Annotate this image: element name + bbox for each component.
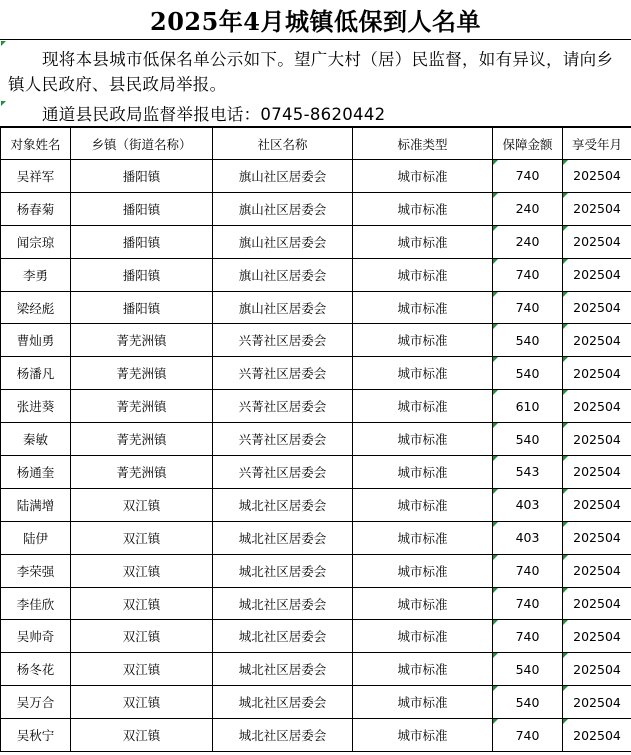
cell-name: 闻宗琼 xyxy=(1,225,71,258)
cell-town: 播阳镇 xyxy=(71,160,213,193)
cell-month: 202504 xyxy=(563,357,631,390)
roster-table xyxy=(0,127,631,752)
cell-amount: 740 xyxy=(493,554,563,587)
notice-text: 现将本县城市低保名单公示如下。望广大村（居）民监督，如有异议，请向乡镇人民政府、县民政局举报。 xyxy=(8,50,614,94)
cell-amount: 540 xyxy=(493,324,563,357)
cell-town: 双江镇 xyxy=(71,554,213,587)
column-header-month: 享受年月 xyxy=(563,128,631,160)
cell-community: 城北社区居委会 xyxy=(213,521,353,554)
column-header-community: 社区名称 xyxy=(213,128,353,160)
cell-amount: 240 xyxy=(493,225,563,258)
table-row xyxy=(1,521,631,554)
cell-name: 杨潘凡 xyxy=(1,357,71,390)
cell-amount: 740 xyxy=(493,587,563,620)
cell-type: 城市标准 xyxy=(353,390,493,423)
cell-amount: 740 xyxy=(493,160,563,193)
cell-amount: 540 xyxy=(493,357,563,390)
cell-amount: 740 xyxy=(493,258,563,291)
cell-month: 202504 xyxy=(563,488,631,521)
table-row xyxy=(1,554,631,587)
table-row xyxy=(1,258,631,291)
cell-town: 双江镇 xyxy=(71,719,213,752)
cell-community: 旗山社区居委会 xyxy=(213,192,353,225)
table-row xyxy=(1,587,631,620)
cell-type: 城市标准 xyxy=(353,719,493,752)
cell-community: 城北社区居委会 xyxy=(213,719,353,752)
cell-type: 城市标准 xyxy=(353,686,493,719)
cell-town: 双江镇 xyxy=(71,521,213,554)
cell-month: 202504 xyxy=(563,390,631,423)
cell-month: 202504 xyxy=(563,423,631,456)
table-row xyxy=(1,653,631,686)
column-header-name: 对象姓名 xyxy=(1,128,71,160)
cell-community: 旗山社区居委会 xyxy=(213,258,353,291)
cell-amount: 740 xyxy=(493,719,563,752)
cell-name: 李勇 xyxy=(1,258,71,291)
cell-type: 城市标准 xyxy=(353,521,493,554)
cell-town: 菁芜洲镇 xyxy=(71,357,213,390)
cell-town: 播阳镇 xyxy=(71,291,213,324)
cell-community: 兴菁社区居委会 xyxy=(213,324,353,357)
table-row xyxy=(1,291,631,324)
cell-community: 旗山社区居委会 xyxy=(213,225,353,258)
cell-month: 202504 xyxy=(563,719,631,752)
cell-community: 兴菁社区居委会 xyxy=(213,390,353,423)
table-row xyxy=(1,488,631,521)
cell-month: 202504 xyxy=(563,653,631,686)
cell-month: 202504 xyxy=(563,587,631,620)
cell-town: 播阳镇 xyxy=(71,225,213,258)
cell-amount: 740 xyxy=(493,620,563,653)
cell-town: 菁芜洲镇 xyxy=(71,324,213,357)
cell-month: 202504 xyxy=(563,324,631,357)
cell-type: 城市标准 xyxy=(353,357,493,390)
cell-name: 梁经彪 xyxy=(1,291,71,324)
cell-community: 城北社区居委会 xyxy=(213,587,353,620)
table-row xyxy=(1,390,631,423)
cell-community: 城北社区居委会 xyxy=(213,554,353,587)
cell-community: 城北社区居委会 xyxy=(213,686,353,719)
cell-name: 吴万合 xyxy=(1,686,71,719)
cell-name: 吴祥军 xyxy=(1,160,71,193)
cell-name: 李荣强 xyxy=(1,554,71,587)
column-header-type: 标准类型 xyxy=(353,128,493,160)
cell-month: 202504 xyxy=(563,258,631,291)
cell-town: 播阳镇 xyxy=(71,192,213,225)
cell-month: 202504 xyxy=(563,521,631,554)
cell-type: 城市标准 xyxy=(353,291,493,324)
table-row xyxy=(1,225,631,258)
cell-amount: 240 xyxy=(493,192,563,225)
cell-month: 202504 xyxy=(563,620,631,653)
cell-community: 城北社区居委会 xyxy=(213,620,353,653)
cell-amount: 543 xyxy=(493,456,563,489)
cell-type: 城市标准 xyxy=(353,653,493,686)
cell-amount: 403 xyxy=(493,521,563,554)
cell-type: 城市标准 xyxy=(353,258,493,291)
cell-town: 菁芜洲镇 xyxy=(71,423,213,456)
cell-type: 城市标准 xyxy=(353,192,493,225)
cell-name: 杨冬花 xyxy=(1,653,71,686)
table-header-row xyxy=(1,128,631,160)
cell-type: 城市标准 xyxy=(353,456,493,489)
table-row xyxy=(1,456,631,489)
cell-month: 202504 xyxy=(563,291,631,324)
cell-community: 兴菁社区居委会 xyxy=(213,456,353,489)
table-row xyxy=(1,324,631,357)
column-header-town: 乡镇（街道名称） xyxy=(71,128,213,160)
cell-community: 兴菁社区居委会 xyxy=(213,423,353,456)
cell-name: 陆伊 xyxy=(1,521,71,554)
table-row xyxy=(1,160,631,193)
table-row xyxy=(1,192,631,225)
cell-town: 双江镇 xyxy=(71,653,213,686)
cell-town: 双江镇 xyxy=(71,587,213,620)
cell-type: 城市标准 xyxy=(353,160,493,193)
cell-month: 202504 xyxy=(563,554,631,587)
table-row xyxy=(1,686,631,719)
cell-community: 旗山社区居委会 xyxy=(213,160,353,193)
cell-type: 城市标准 xyxy=(353,554,493,587)
table-row xyxy=(1,620,631,653)
cell-amount: 540 xyxy=(493,653,563,686)
cell-type: 城市标准 xyxy=(353,423,493,456)
cell-name: 秦敏 xyxy=(1,423,71,456)
cell-amount: 403 xyxy=(493,488,563,521)
cell-name: 吴帅奇 xyxy=(1,620,71,653)
cell-month: 202504 xyxy=(563,456,631,489)
cell-community: 城北社区居委会 xyxy=(213,488,353,521)
cell-name: 曹灿勇 xyxy=(1,324,71,357)
cell-month: 202504 xyxy=(563,225,631,258)
cell-town: 双江镇 xyxy=(71,488,213,521)
cell-name: 杨通奎 xyxy=(1,456,71,489)
cell-amount: 740 xyxy=(493,291,563,324)
table-row xyxy=(1,423,631,456)
cell-amount: 540 xyxy=(493,423,563,456)
table-row xyxy=(1,719,631,752)
cell-amount: 610 xyxy=(493,390,563,423)
cell-town: 菁芜洲镇 xyxy=(71,390,213,423)
cell-type: 城市标准 xyxy=(353,324,493,357)
cell-town: 菁芜洲镇 xyxy=(71,456,213,489)
cell-community: 城北社区居委会 xyxy=(213,653,353,686)
cell-amount: 540 xyxy=(493,686,563,719)
table-row xyxy=(1,357,631,390)
cell-name: 杨春菊 xyxy=(1,192,71,225)
cell-town: 播阳镇 xyxy=(71,258,213,291)
column-header-amount: 保障金额 xyxy=(493,128,563,160)
page-title: 2025年4月城镇低保到人名单 xyxy=(0,0,631,40)
cell-name: 张进葵 xyxy=(1,390,71,423)
cell-type: 城市标准 xyxy=(353,587,493,620)
cell-town: 双江镇 xyxy=(71,620,213,653)
cell-month: 202504 xyxy=(563,192,631,225)
cell-type: 城市标准 xyxy=(353,620,493,653)
cell-month: 202504 xyxy=(563,686,631,719)
cell-type: 城市标准 xyxy=(353,488,493,521)
cell-community: 旗山社区居委会 xyxy=(213,291,353,324)
cell-name: 吴秋宁 xyxy=(1,719,71,752)
cell-community: 兴菁社区居委会 xyxy=(213,357,353,390)
hotline-text: 通道县民政局监督举报电话：0745-8620442 xyxy=(0,100,631,127)
cell-month: 202504 xyxy=(563,160,631,193)
cell-type: 城市标准 xyxy=(353,225,493,258)
cell-name: 李佳欣 xyxy=(1,587,71,620)
cell-town: 双江镇 xyxy=(71,686,213,719)
cell-name: 陆满增 xyxy=(1,488,71,521)
